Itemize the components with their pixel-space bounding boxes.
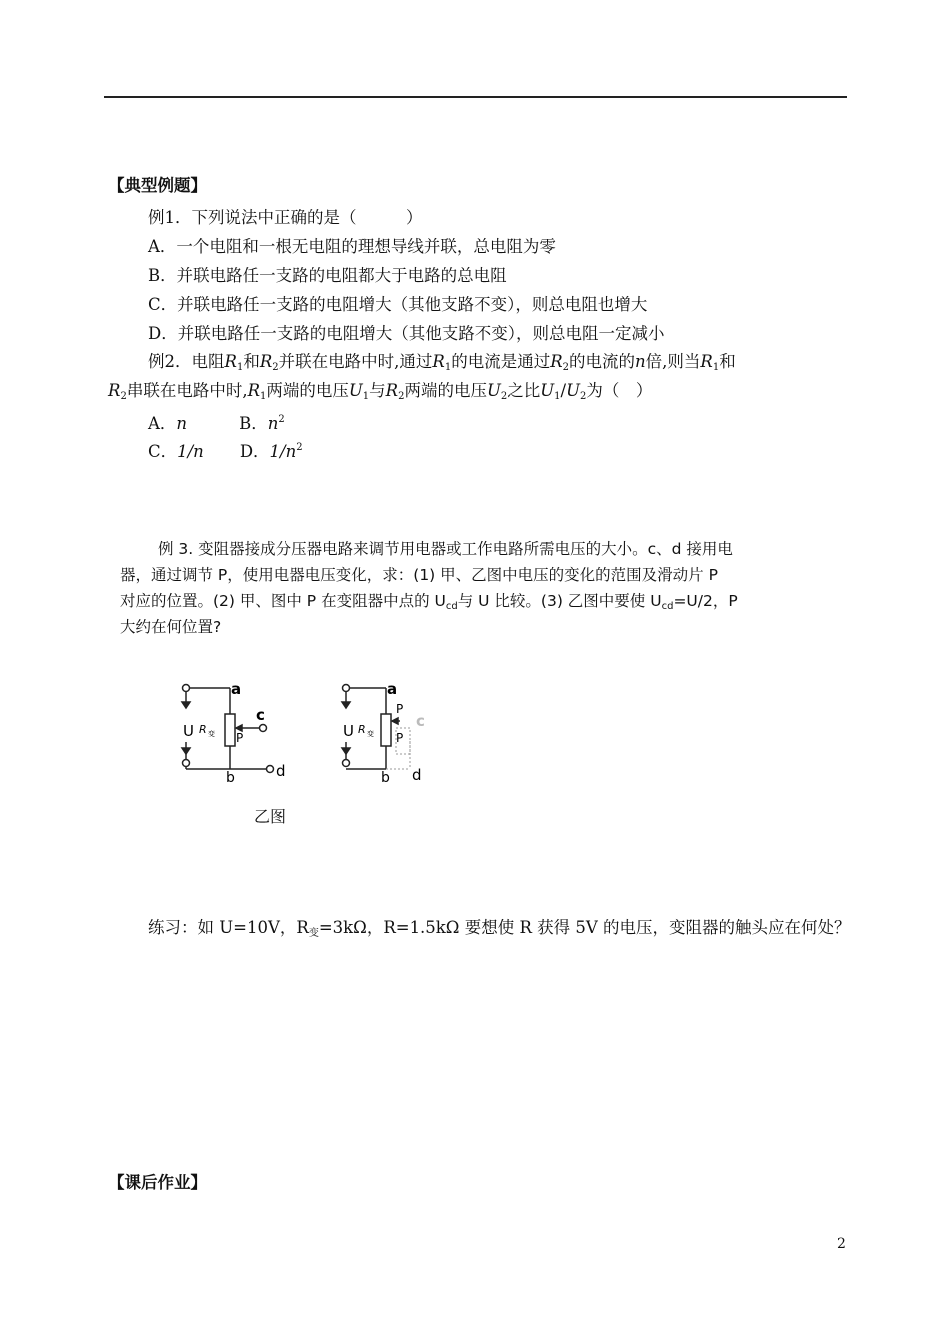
ex2-options-ab: A．n B．$n^2$ xyxy=(148,414,285,433)
section-heading-examples: 【典型例题】 xyxy=(108,176,207,195)
label-r-left: R xyxy=(199,723,207,736)
ex1-option-b: B．并联电路任一支路的电阻都大于电路的总电阻 xyxy=(148,266,507,285)
label-r-right: R xyxy=(358,723,366,736)
section-heading-homework: 【课后作业】 xyxy=(108,1173,207,1192)
label-a-left: a xyxy=(231,680,242,698)
label-d-left: d xyxy=(276,762,286,780)
label-b-right: b xyxy=(381,770,390,786)
label-d-right: d xyxy=(412,766,422,784)
ex2-options-cd: C．1/n D．$1/n^2$ xyxy=(148,442,303,461)
ex3-line3: 对应的位置。(2) 甲、图中 P 在变阻器中点的 $U_{cd}$与 U 比较。(3) 乙图中要使 $U_{cd}=U/2$，P xyxy=(120,592,738,612)
label-c-left: c xyxy=(256,706,265,724)
label-r-sub-left: 变 xyxy=(208,730,215,738)
label-p1-right: P xyxy=(396,702,404,716)
ex1-option-c: C．并联电路任一支路的电阻增大（其他支路不变），则总电阻也增大 xyxy=(148,295,648,314)
circuit-left xyxy=(182,685,274,773)
ex3-line4: 大约在何位置? xyxy=(120,618,222,636)
label-u-left: U xyxy=(183,722,194,740)
label-a-right: a xyxy=(387,680,398,698)
header-rule xyxy=(104,96,847,98)
page-number: 2 xyxy=(837,1236,846,1252)
label-u-right: U xyxy=(343,722,354,740)
circuit-diagram xyxy=(170,676,450,786)
label-c-right: c xyxy=(416,712,425,730)
figure-caption: 乙图 xyxy=(254,807,287,826)
ex3-line1: 例 3. 变阻器接成分压器电路来调节用电器或工作电路所需电压的大小。c、d 接用电 xyxy=(158,540,733,558)
ex1-option-a: A．一个电阻和一根无电阻的理想导线并联，总电阻为零 xyxy=(148,237,556,256)
ex1-option-d: D．并联电路任一支路的电阻增大（其他支路不变），则总电阻一定减小 xyxy=(148,324,665,343)
label-p2-right: P xyxy=(396,731,404,745)
ex2-line2: $R_2$串联在电路中时$,R_1$两端的电压$U_1$与$R_2$两端的电压$U_2$之比$U_1/U_2$为（ ） xyxy=(108,381,653,402)
label-p-left: P xyxy=(236,731,244,745)
label-b-left: b xyxy=(226,770,235,786)
ex1-question: 例1．下列说法中正确的是（ ） xyxy=(148,208,423,227)
ex3-line2: 器，通过调节 P，使用电器电压变化，求：(1) 甲、乙图中电压的变化的范围及滑动片 P xyxy=(120,566,718,584)
practice-question: 练习：如 U=10V，$R_变=3k\Omega$，R=1.5kΩ 要想使 R 获得 5V 的电压，变阻器的触头应在何处？ xyxy=(148,918,851,939)
label-r-sub-right: 变 xyxy=(367,730,374,738)
ex2-line1: 例2．电阻$R_1$和$R_2$并联在电路中时,通过$R_1$的电流是通过$R_2$的电流的n倍,则当$R_1$和 xyxy=(148,352,736,373)
